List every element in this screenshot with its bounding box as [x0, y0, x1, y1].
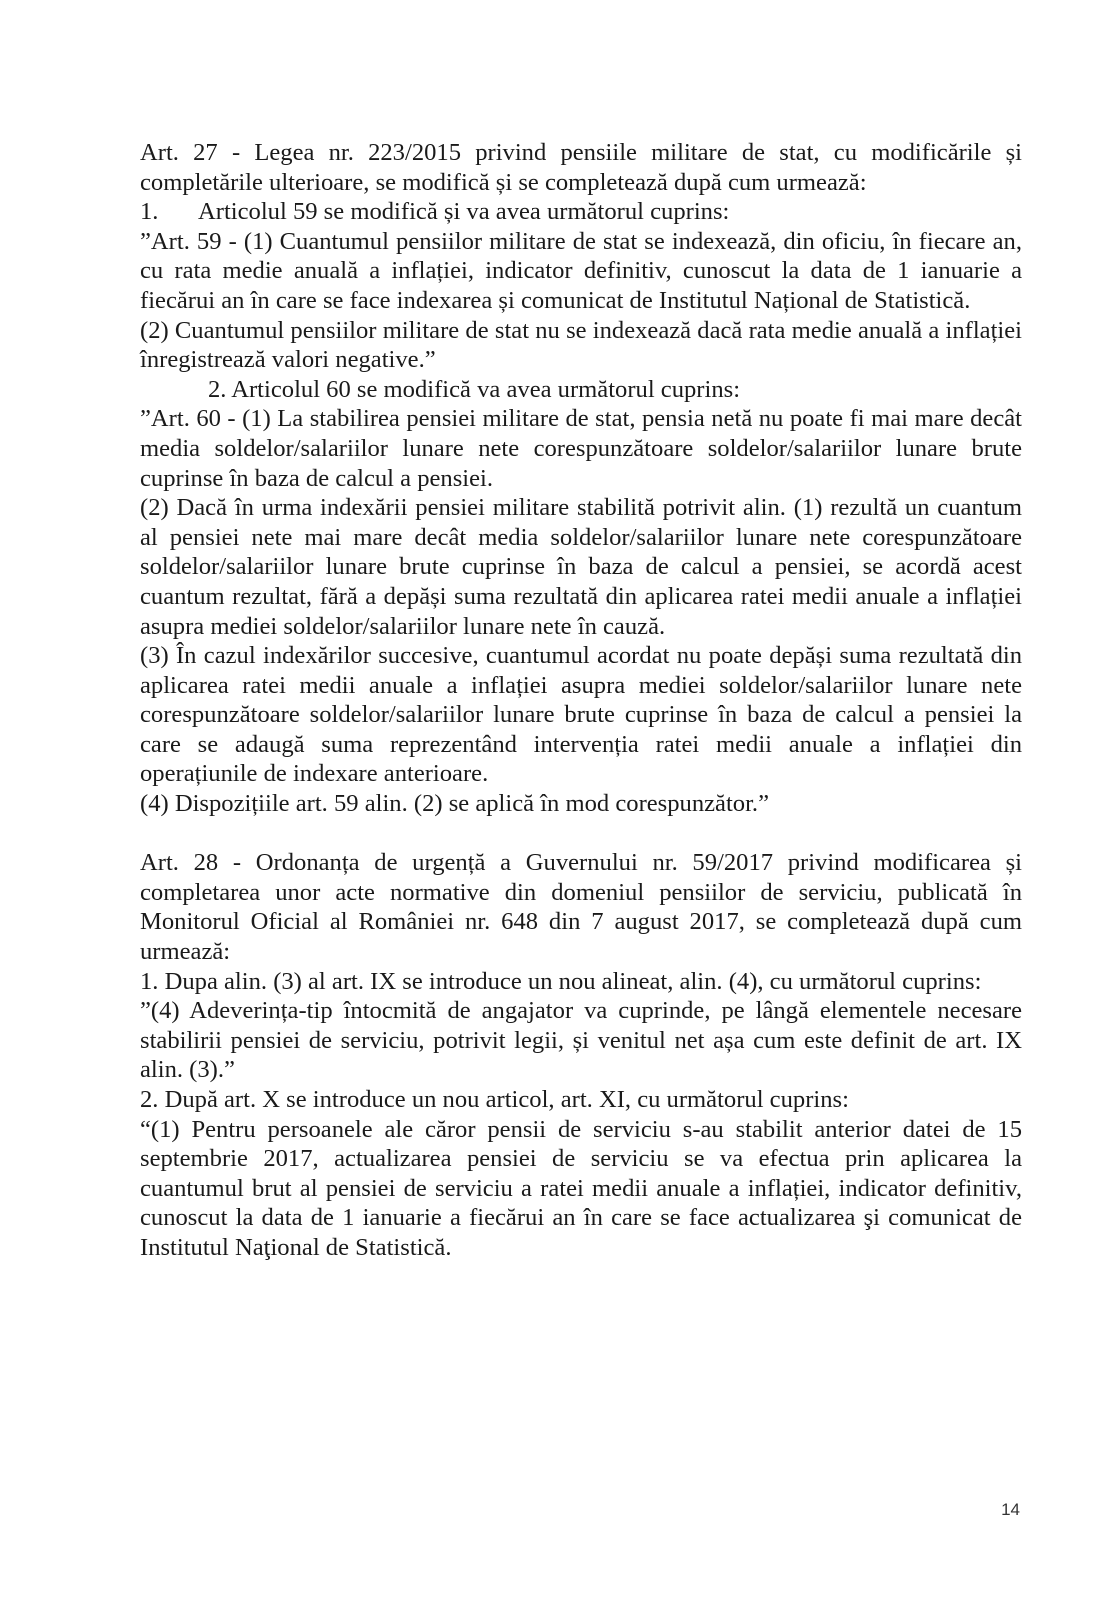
art60-paragraph-2: (2) Dacă în urma indexării pensiei militare stabilită potrivit alin. (1) rezultă un cuantum al pensiei nete mai mare decât media soldelor/salariilor lunare nete corespunzătoare soldelor/salariilor lunare brute cuprinse în baza de calcul a pensiei, se acordă acest cuantum rezultat, fără a depăși suma rezultată din aplicarea ratei medii anuale a inflației asupra mediei soldelor/salariilor lunare nete în cauză. — [140, 494, 1022, 640]
art27-item1-text: Articolul 59 se modifică și va avea următorul cuprins: — [198, 198, 730, 226]
art60-paragraph-4: (4) Dispozițiile art. 59 alin. (2) se aplică în mod corespunzător.” — [140, 790, 769, 818]
art59-paragraph-2: (2) Cuantumul pensiilor militare de stat nu se indexează dacă rata medie anuală a inflației înregistrează valori negative.” — [140, 316, 1022, 374]
art27-item1-number: 1. — [140, 198, 159, 226]
art59-paragraph-1: ”Art. 59 - (1) Cuantumul pensiilor militare de stat se indexează, din oficiu, în fiecare an, cu rata medie anuală a inflației, indicator definitiv, cunoscut la data de 1 ianuarie a fiecărui an în care se face indexarea și comunicat de Institutul Național de Statistică. — [140, 227, 1022, 314]
art27-item1 — [140, 197, 1022, 227]
art28-item2: 2. După art. X se introduce un nou articol, art. XI, cu următorul cuprins: — [140, 1086, 849, 1113]
art28-item1-quote: ”(4) Adeverința-tip întocmită de angajator va cuprinde, pe lângă elementele necesare stabilirii pensiei de serviciu, potrivit legii, și venitul net așa cum este definit de art. IX alin. (3).” — [140, 997, 1022, 1084]
art28-heading: Art. 28 - Ordonanța de urgență a Guvernului nr. 59/2017 privind modificarea și completarea unor acte normative din domeniul pensiilor de serviciu, publicată în Monitorul Oficial al României nr. 648 din 7 august 2017, se completează după cum urmează: — [140, 849, 1022, 966]
page-number: 14 — [1001, 1500, 1020, 1519]
art28-item1: 1. Dupa alin. (3) al art. IX se introduce un nou alineat, alin. (4), cu următorul cuprins: — [140, 967, 982, 995]
art60-paragraph-1: ”Art. 60 - (1) La stabilirea pensiei militare de stat, pensia netă nu poate fi mai mare decât media soldelor/salariilor lunare nete corespunzătoare soldelor/salariilor lunare brute cuprinse în baza de calcul a pensiei. — [140, 405, 1022, 492]
section-spacer — [140, 819, 1022, 849]
art27-heading: Art. 27 - Legea nr. 223/2015 privind pensiile militare de stat, cu modificările și completările ulterioare, se modifică și se completează după cum urmează: — [140, 139, 1022, 196]
art60-paragraph-3: (3) În cazul indexărilor succesive, cuantumul acordat nu poate depăși suma rezultată din aplicarea ratei medii anuale a inflației asupra mediei soldelor/salariilor lunare nete corespunzătoare soldelor/salariilor lunare brute cuprinse în baza de calcul a pensiei la care se adaugă suma reprezentând intervenția ratei medii anuale a inflației din operațiunile de indexare anterioare. — [140, 642, 1022, 788]
document-body — [140, 138, 1022, 1263]
art28-item2-quote: “(1) Pentru persoanele ale căror pensii de serviciu s-au stabilit anterior datei de 15 septembrie 2017, actualizarea pensiei de serviciu se va efectua prin aplicarea la cuantumul brut al pensiei de serviciu a ratei medii anuale a inflației, indicator definitiv, cunoscut la data de 1 ianuarie a fiecărui an în care se face actualizarea şi comunicat de Institutul Naţional de Statistică. — [140, 1115, 1022, 1261]
art27-item2: 2. Articolul 60 se modifică va avea următorul cuprins: — [208, 375, 741, 403]
